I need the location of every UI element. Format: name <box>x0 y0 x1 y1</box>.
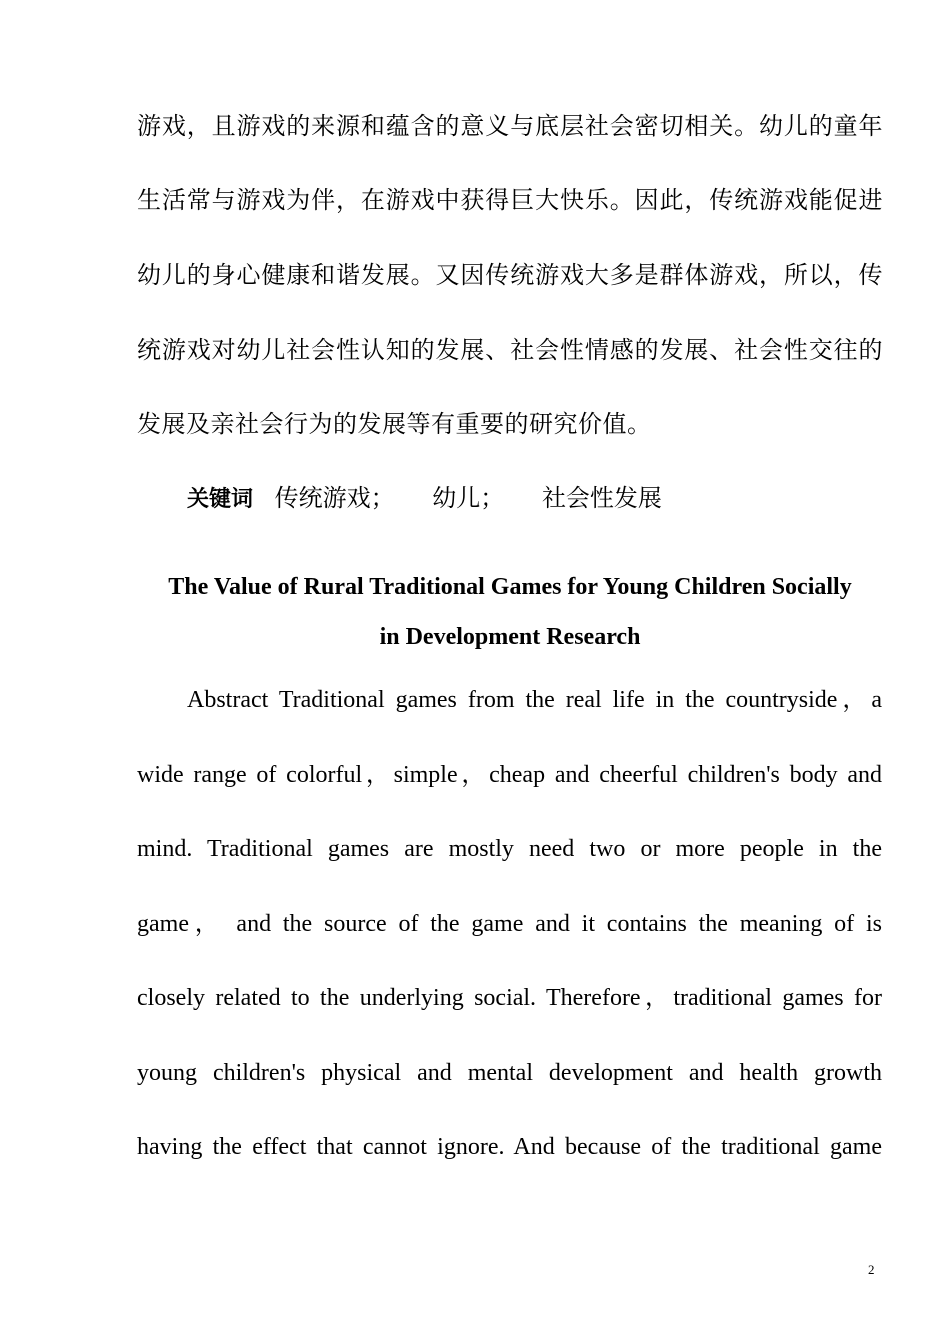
chinese-abstract-line: 幼儿的身心健康和谐发展。又因传统游戏大多是群体游戏，所以，传 <box>137 261 883 289</box>
english-title-line-2: in Development Research <box>379 624 641 650</box>
english-abstract-line: young children's physical and mental development and health growth <box>137 1060 882 1086</box>
chinese-abstract-line: 发展及亲社会行为的发展等有重要的研究价值。 <box>137 410 652 438</box>
english-abstract-line: mind. Traditional games are mostly need two or more people in the <box>137 836 882 862</box>
chinese-abstract-line: 游戏，且游戏的来源和蕴含的意义与底层社会密切相关。幼儿的童年 <box>137 112 883 140</box>
chinese-abstract-line: 生活常与游戏为伴，在游戏中获得巨大快乐。因此，传统游戏能促进 <box>137 186 883 214</box>
english-abstract-line: wide range of colorful，simple，cheap and cheerful children's body and <box>137 762 882 788</box>
keywords-line <box>187 482 692 516</box>
keyword-item: 社会性发展 <box>541 484 662 512</box>
chinese-abstract-line: 统游戏对幼儿社会性认知的发展、社会性情感的发展、社会性交往的 <box>137 336 883 364</box>
page-number: 2 <box>868 1262 875 1277</box>
english-abstract-line: game， and the source of the game and it contains the meaning of is <box>137 911 882 937</box>
english-abstract-line: having the effect that cannot ignore. And because of the traditional game <box>137 1134 882 1160</box>
keyword-item: 幼儿； <box>432 484 505 512</box>
keyword-item: 传统游戏； <box>274 484 395 512</box>
english-title-line-1: The Value of Rural Traditional Games for Young Children Socially <box>168 574 852 600</box>
english-abstract-line: Abstract Traditional games from the real life in the countryside，a <box>187 687 882 713</box>
keywords-label: 关键词 <box>187 487 254 512</box>
english-abstract-line: closely related to the underlying social. Therefore，traditional games for <box>137 985 882 1011</box>
